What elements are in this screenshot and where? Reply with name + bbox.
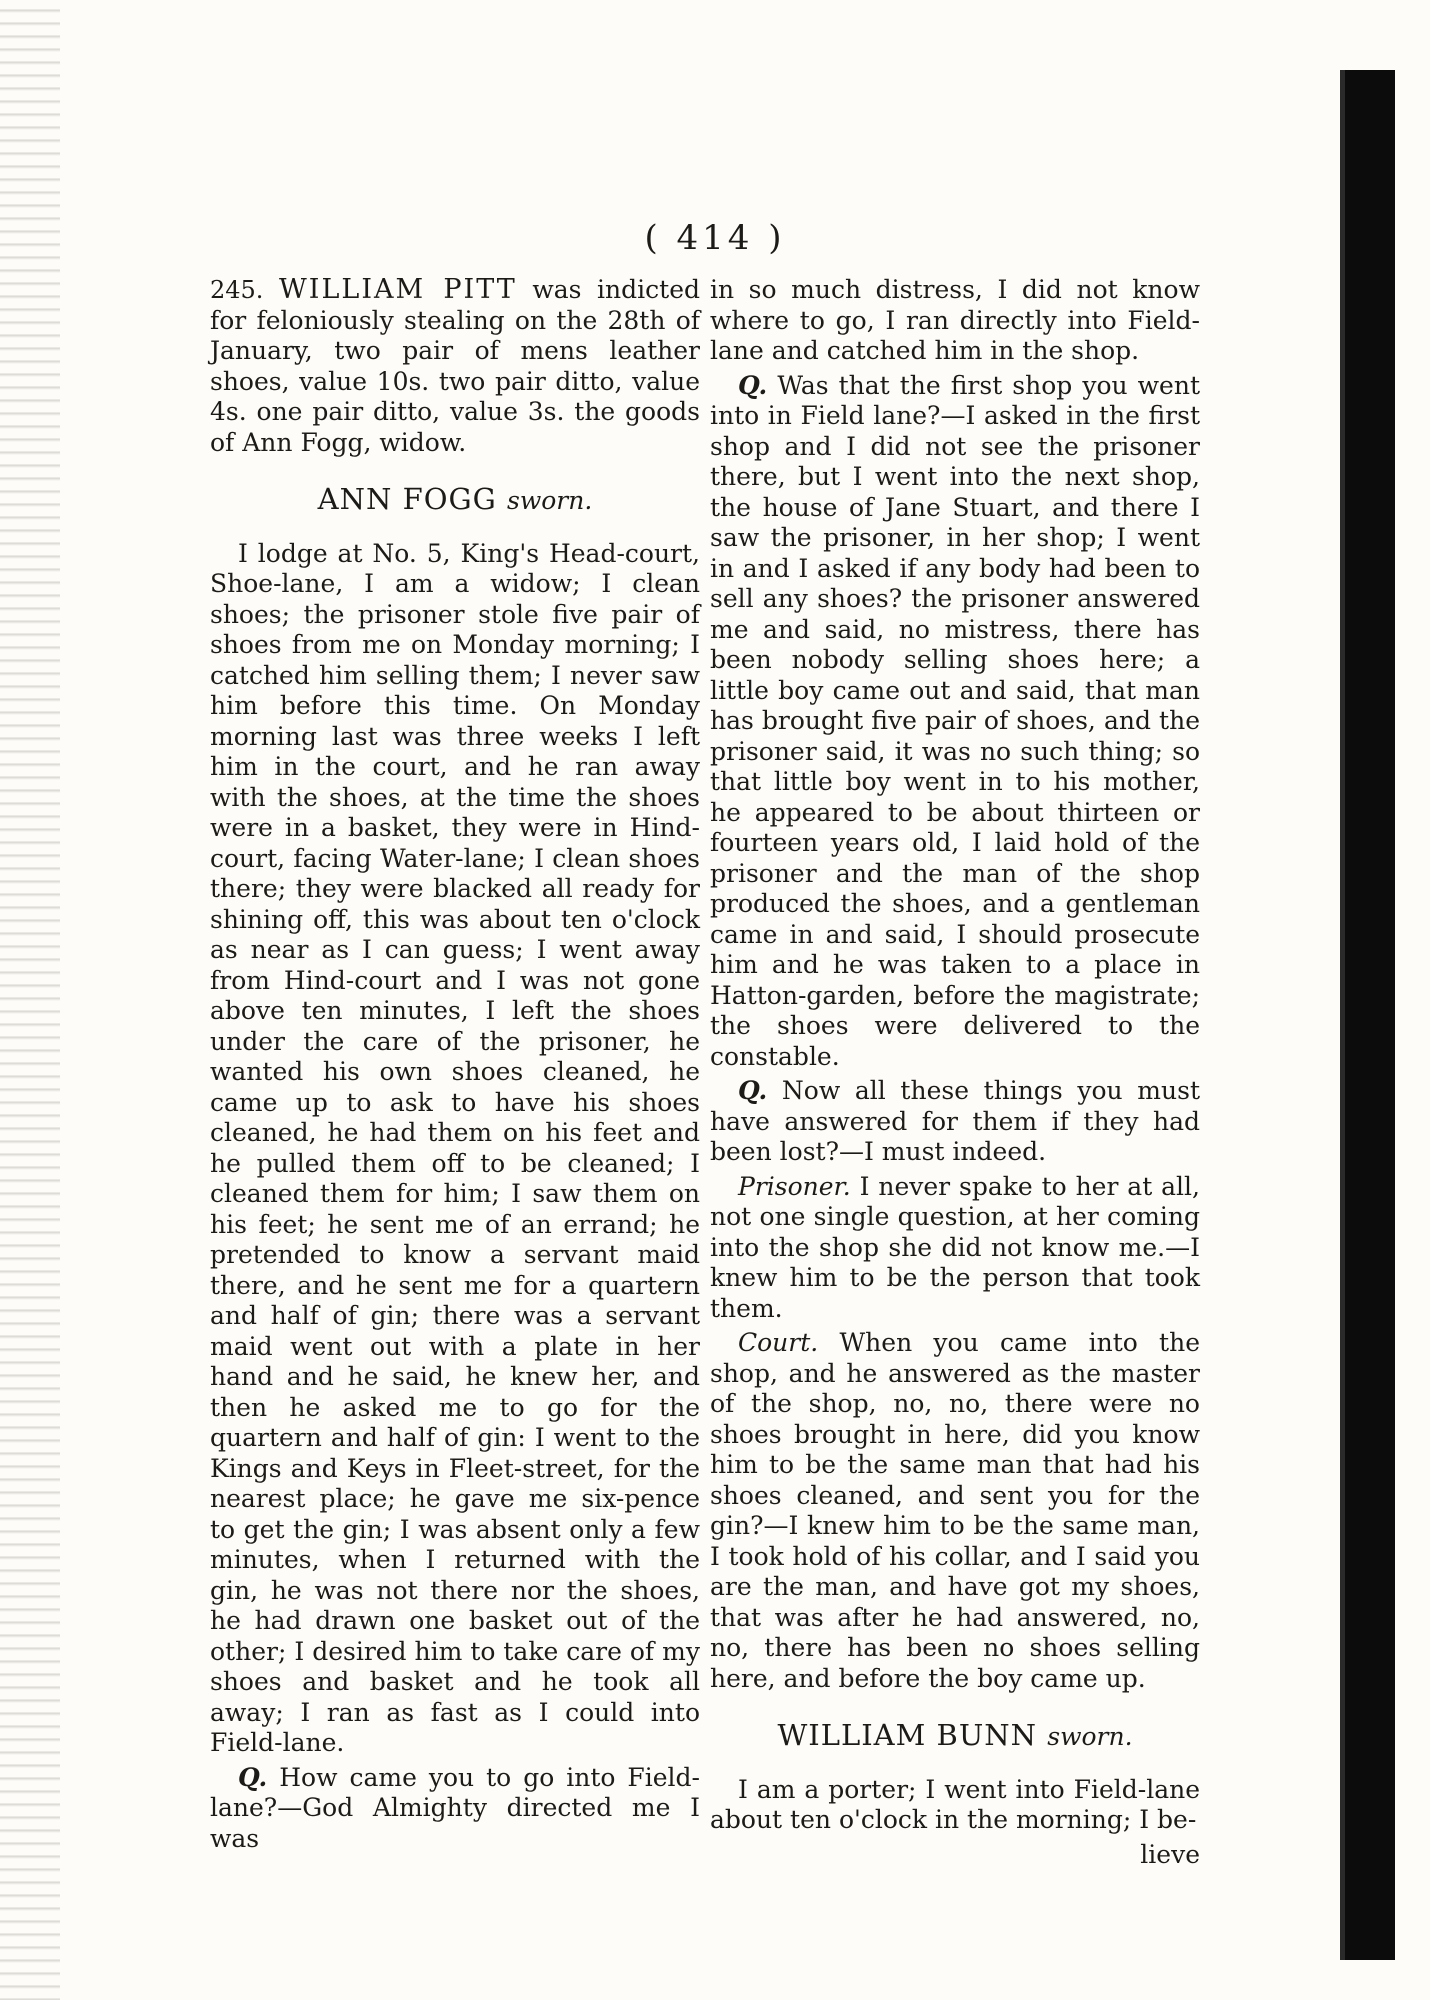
witness-heading-william-bunn (710, 1720, 1200, 1753)
question-marker: Q. (738, 370, 768, 400)
question-text: How came you to go into Field-lane?—God Almighty directed me I was (210, 1762, 700, 1853)
question-marker: Q. (238, 1762, 268, 1792)
page-number: ( 414 ) (644, 218, 786, 258)
defendant-name: WILLIAM PITT (279, 274, 517, 305)
scanned-page-edge (0, 0, 60, 2000)
speaker-label: Court. (738, 1328, 819, 1357)
sworn-label: sworn. (507, 486, 593, 515)
book-binding-shadow (1340, 70, 1395, 1960)
continuation-paragraph: in so much distress, I did not know where to go, I ran directly into Field-lane and catched him in the shop. (710, 275, 1200, 365)
question-marker: Q. (738, 1076, 768, 1105)
catchword: lieve (1140, 1839, 1200, 1869)
witness-name: WILLIAM BUNN (777, 1718, 1038, 1752)
question-text: Now all these things you must have answered for them if they had been lost?—I must indeed. (710, 1076, 1200, 1166)
court-statement (710, 1328, 1200, 1694)
prisoner-statement (710, 1172, 1200, 1325)
indictment-paragraph (210, 275, 700, 458)
question-text: Was that the first shop you went into in Field lane?—I asked in the first shop and I did not see the prisoner there, but I went into the next shop, the house of Jane Stuart, and there I saw the prisoner, in her shop; I went in and I asked if any body had been to sell any shoes? the prisoner answered me and said, no mistress, there has been nobody selling shoes here; a little boy came out and said, that man has brought five pair of shoes, and the prisoner said, it was no such thing; so that little boy went in to his mother, he appeared to be about thirteen or fourteen years old, I laid hold of the prisoner and the man of the shop produced the shoes, and a gentleman came in and said, I should prosecute him and he was taken to a place in Hatton-garden, before the magistrate; the shoes were delivered to the constable. (710, 370, 1200, 1071)
left-column (210, 275, 700, 1858)
entry-number: 245. (210, 276, 264, 304)
indictment-text: was indicted for feloniously stealing on the 28th of January, two pair of mens leather shoes, value 10s. two pair ditto, value 4s. one pair ditto, value 3s. the goods of Ann Fogg, widow. (210, 275, 700, 457)
sworn-label: sworn. (1047, 1722, 1133, 1751)
witness-heading-ann-fogg (210, 484, 700, 517)
statement-text: I never spake to her at all, not one single question, at her coming into the shop she did not know me.—I knew him to be the person that took them. (710, 1171, 1200, 1323)
question-paragraph (210, 1763, 700, 1855)
testimony-paragraph: I am a porter; I went into Field-lane about ten o'clock in the morning; I be- (710, 1774, 1200, 1834)
question-paragraph (710, 371, 1200, 1073)
witness-name: ANN FOGG (317, 482, 497, 516)
right-column (710, 275, 1200, 1870)
speaker-label: Prisoner. (738, 1171, 851, 1201)
testimony-paragraph: I lodge at No. 5, King's Head-court, Shoe-lane, I am a widow; I clean shoes; the prisoner stole five pair of shoes from me on Monday morning; I catched him selling them; I never saw him before this time. On Monday morning last was three weeks I left him in the court, and he ran away with the shoes, at the time the shoes were in a basket, they were in Hind-court, facing Water-lane; I clean shoes there; they were blacked all ready for shining off, this was about ten o'clock as near as I can guess; I went away from Hind-court and I was not gone above ten minutes, I left the shoes under the care of the prisoner, he wanted his own shoes cleaned, he came up to ask to have his shoes cleaned, he had them on his feet and he pulled them off to be cleaned; I cleaned them for him; I saw them on his feet; he sent me of an errand; he pretended to know a servant maid there, and he sent me for a quartern and half of gin; there was a servant maid went out with a plate in her hand and he said, he knew her, and then he asked me to go for the quartern and half of gin: I went to the Kings and Keys in Fleet-street, for the nearest place; he gave me six-pence to get the gin; I was absent only a few minutes, when I returned with the gin, he was not there nor the shoes, he had drawn one basket out of the other; I desired him to take care of my shoes and basket and he took all away; I ran as fast as I could into Field-lane. (210, 538, 700, 1757)
statement-text: When you came into the shop, and he answered as the master of the shop, no, no, there were no shoes brought in here, did you know him to be the same man that had his shoes cleaned, and sent you for the gin?—I knew him to be the same man, I took hold of his collar, and I said you are the man, and have got my shoes, that was after he had answered, no, no, there has been no shoes selling here, and before the boy came up. (710, 1328, 1200, 1693)
question-paragraph (710, 1076, 1200, 1168)
